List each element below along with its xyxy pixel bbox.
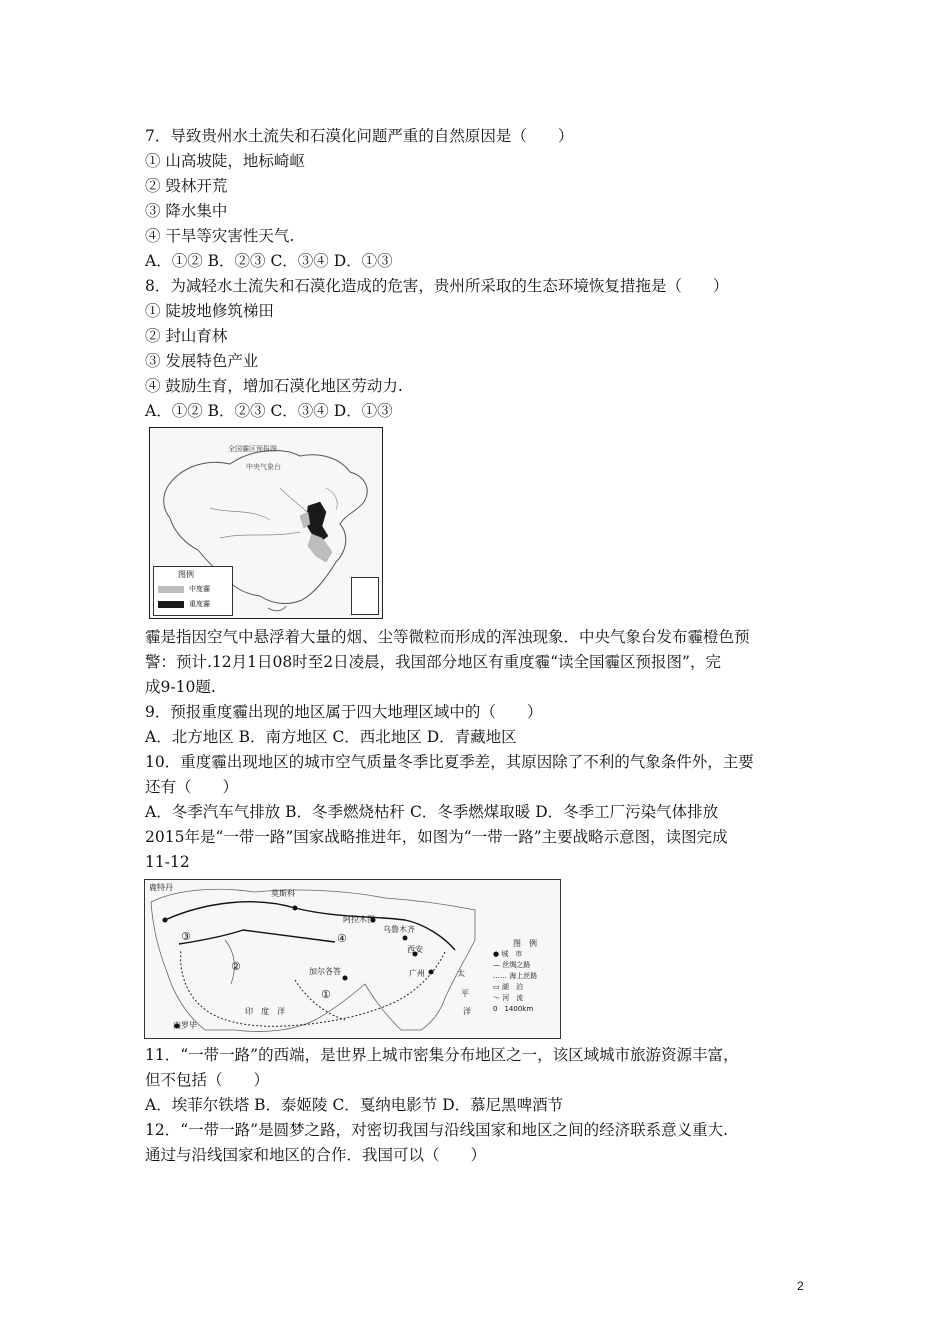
q10-stem-line-1: 10．重度霾出现地区的城市空气质量冬季比夏季差，其原因除了不利的气象条件外，主要 (145, 753, 754, 771)
passage1-line-2: 警：预计.12月1日08时至2日凌晨，我国部分地区有重度霾“读全国霾区预报图”，完 (145, 653, 721, 671)
legend-label-moderate: 中度霾 (189, 585, 210, 593)
q7-stem: 7．导致贵州水土流失和石漠化问题严重的自然原因是（ ） (145, 127, 574, 145)
belt-and-road-map (144, 879, 561, 1039)
q8-stem: 8．为减轻水土流失和石漠化造成的危害，贵州所采取的生态环境恢复措拖是（ ） (145, 277, 729, 295)
route-number-2: ② (231, 960, 241, 973)
south-china-sea-inset (351, 577, 379, 615)
label-pacific-1: 太 (457, 969, 465, 978)
city-moscow: 莫斯科 (271, 889, 295, 898)
q10-options: A．冬季汽车气排放 B．冬季燃烧枯秆 C．冬季燃煤取暖 D．冬季工厂污染气体排放 (145, 803, 719, 821)
q7-item-3: ③ 降水集中 (145, 202, 228, 220)
q8-item-3: ③ 发展特色产业 (145, 352, 259, 370)
label-pacific-2: 平 (461, 989, 469, 998)
city-rotterdam: 鹿特丹 (149, 883, 173, 892)
exam-page-content (145, 124, 825, 1168)
q8-options: A．①② B．②③ C．③④ D．①③ (145, 402, 393, 420)
label-indian-ocean: 印 度 洋 (245, 1007, 285, 1016)
q12-stem-line-1: 12．“一带一路”是圆梦之路，对密切我国与沿线国家和地区之间的经济联系意义重大. (145, 1121, 729, 1139)
route-number-3: ③ (181, 930, 191, 943)
city-xian: 西安 (407, 945, 423, 954)
legend-label-heavy: 重度霾 (189, 600, 210, 608)
map2-legend (493, 938, 557, 1015)
map2-legend-title: 图 例 (513, 939, 537, 948)
passage2-line-2: 11-12 (145, 853, 190, 871)
q9-stem: 9．预报重度霾出现的地区属于四大地理区域中的（ ） (145, 703, 543, 721)
legend-river: 〜 河 流 (493, 994, 524, 1002)
city-nairobi: 内罗毕 (173, 1021, 197, 1030)
label-pacific-3: 洋 (463, 1007, 471, 1016)
q8-item-4: ④ 鼓励生育，增加石漠化地区劳动力. (145, 377, 403, 395)
passage1-line-3: 成9-10题. (145, 678, 216, 696)
city-guangzhou: 广州 (409, 969, 425, 978)
route-number-4: ④ (337, 932, 347, 945)
legend-city: ● 城 市 (493, 950, 523, 958)
city-urumqi: 乌鲁木齐 (383, 925, 415, 934)
map1-legend-title: 图例 (178, 570, 194, 579)
page-number: 2 (797, 1279, 804, 1293)
legend-swatch-moderate (158, 586, 184, 593)
passage1-line-1: 霾是指因空气中悬浮着大量的烟、尘等微粒而形成的浑浊现象．中央气象台发布霾橙色预 (145, 628, 750, 646)
legend-lake: ▭ 湖 泊 (493, 983, 523, 991)
q11-stem-line-2: 但不包括（ ） (145, 1071, 270, 1089)
map1-legend (153, 566, 233, 616)
q9-options: A．北方地区 B．南方地区 C．西北地区 D．青藏地区 (145, 728, 517, 746)
haze-forecast-map (149, 427, 383, 619)
q11-stem-line-1: 11．“一带一路”的西端，是世界上城市密集分布地区之一，该区域城市旅游资源丰富， (145, 1046, 739, 1064)
q11-options: A．埃菲尔铁塔 B．泰姬陵 C．戛纳电影节 D．慕尼黑啤酒节 (145, 1096, 564, 1114)
city-kolkata: 加尔各答 (309, 967, 341, 976)
q8-item-2: ② 封山育林 (145, 327, 228, 345)
q10-stem-line-2: 还有（ ） (145, 778, 239, 796)
city-almaty: 阿拉木图 (343, 915, 375, 924)
route-number-1: ① (321, 988, 331, 1001)
q12-stem-line-2: 通过与沿线国家和地区的合作．我国可以（ ） (145, 1146, 487, 1164)
q7-item-2: ② 毁林开荒 (145, 177, 228, 195)
map1-subtitle: 中央气象台 (246, 463, 281, 471)
map2-scale: 0 1400km (493, 1005, 534, 1013)
q8-item-1: ① 陡坡地修筑梯田 (145, 302, 274, 320)
q7-options: A．①② B．②③ C．③④ D．①③ (145, 252, 393, 270)
q7-item-1: ① 山高坡陡，地标崎岖 (145, 152, 305, 170)
legend-silk-road: — 丝绸之路 (493, 961, 531, 969)
map1-title: 全国霾区预报图 (228, 445, 277, 453)
passage2-line-1: 2015年是“一带一路”国家战略推进年，如图为“一带一路”主要战略示意图，读图完成 (145, 828, 728, 846)
q7-item-4: ④ 干旱等灾害性天气. (145, 227, 295, 245)
legend-swatch-heavy (158, 601, 184, 608)
legend-maritime-route: …… 海上丝路 (493, 972, 538, 980)
